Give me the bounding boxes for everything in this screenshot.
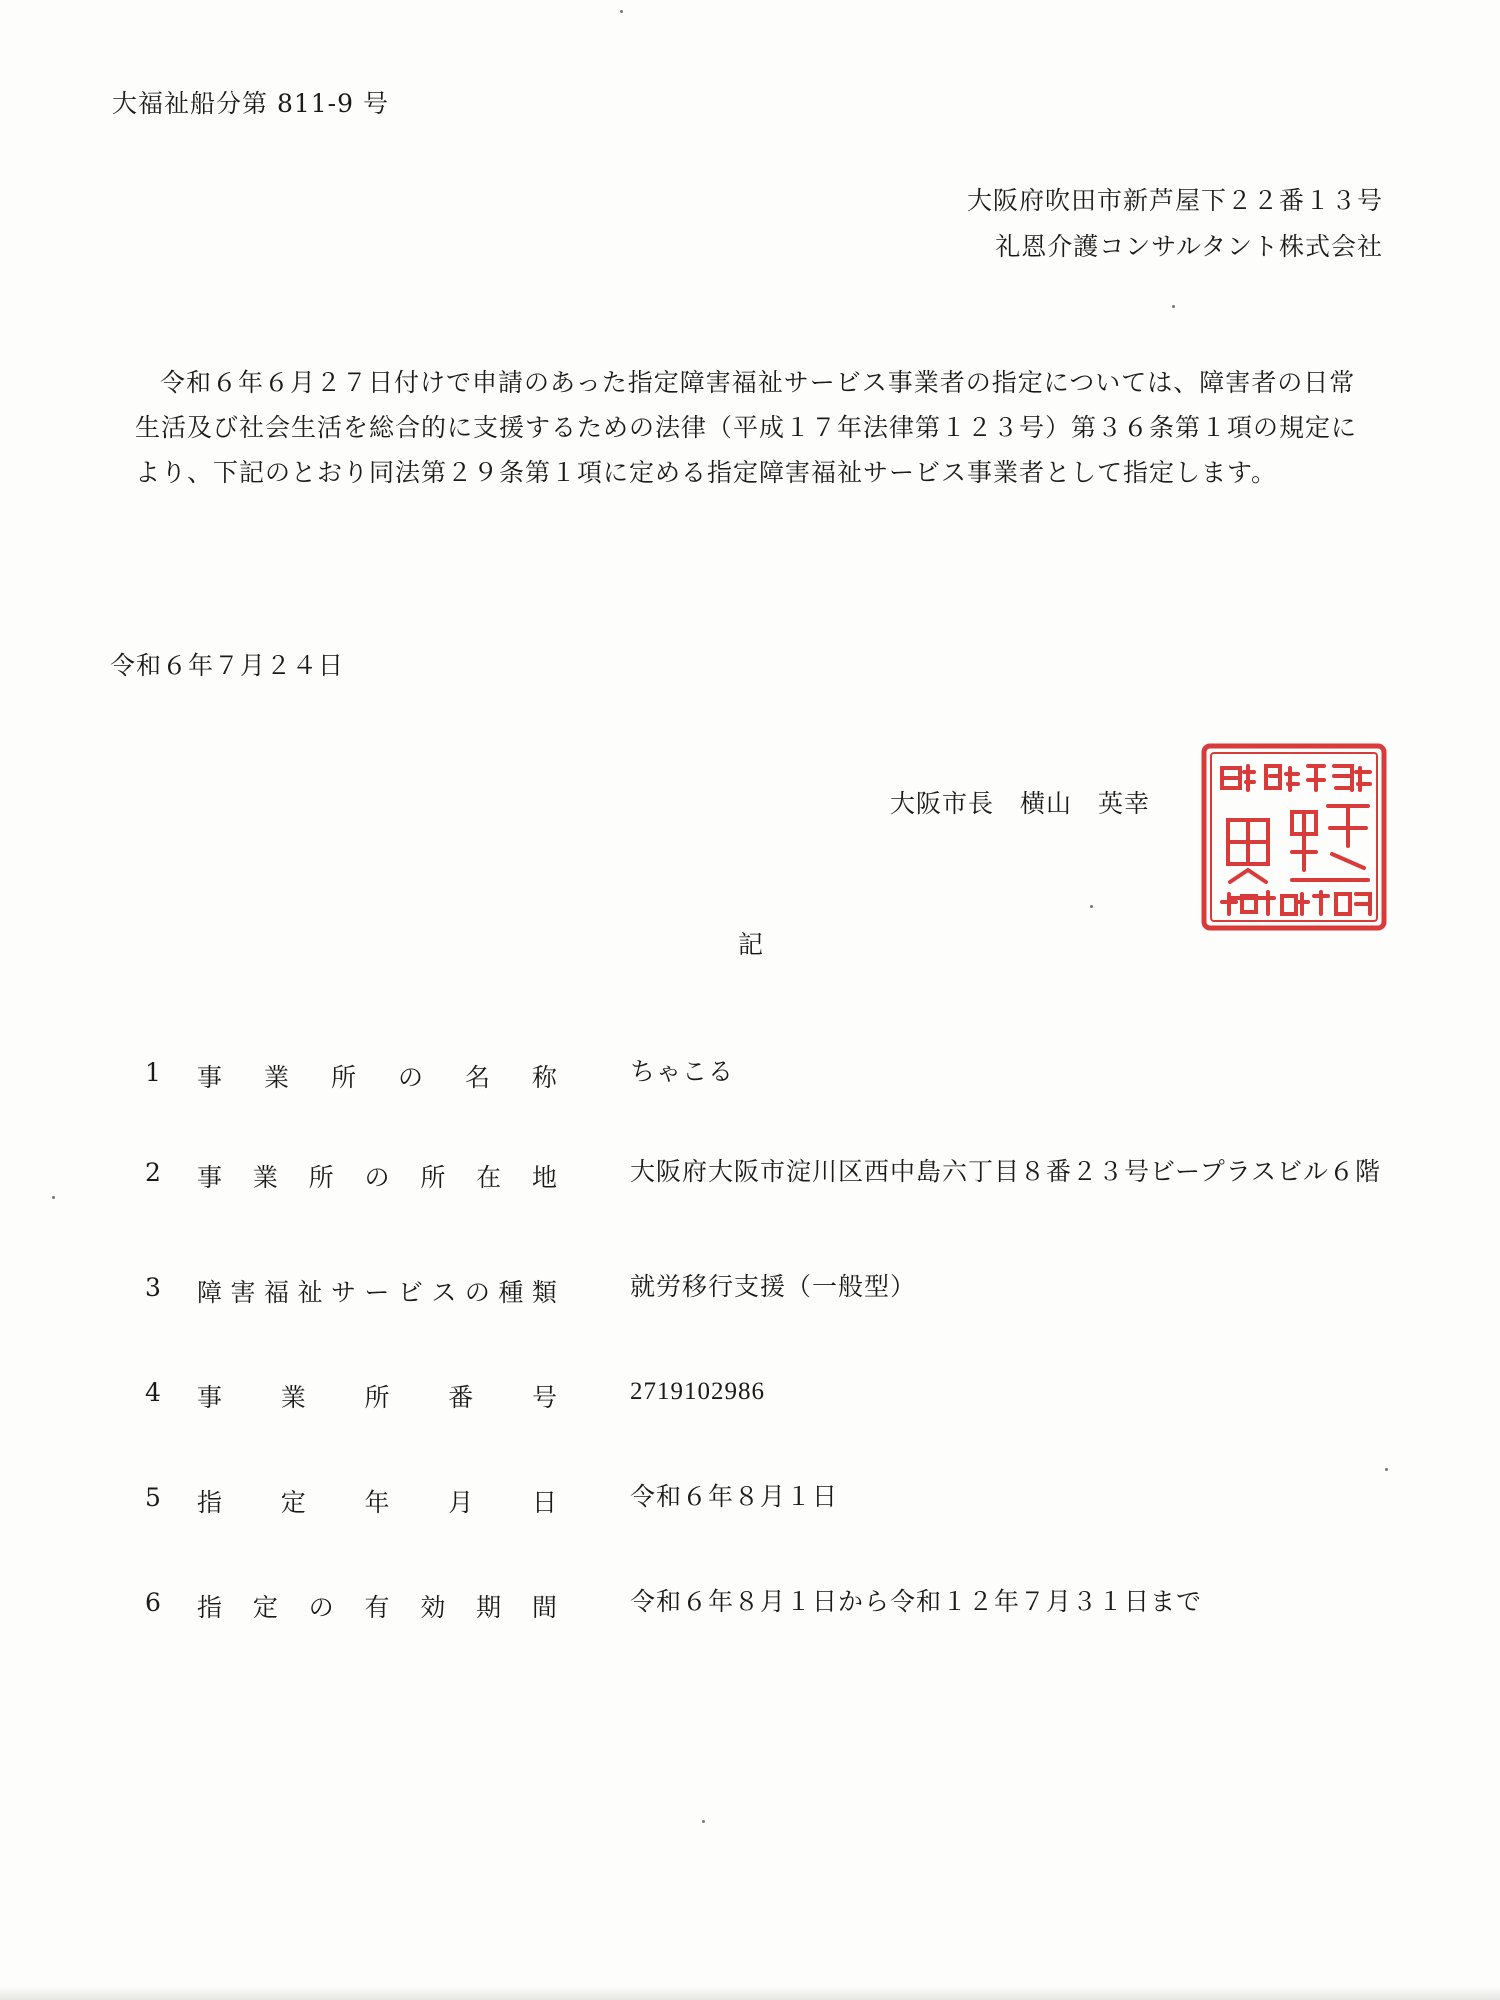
scan-speck bbox=[702, 1820, 705, 1823]
item-number: 1 bbox=[145, 1058, 161, 1087]
item-value: 就労移行支援（一般型） bbox=[630, 1272, 917, 1301]
item-number: 6 bbox=[145, 1588, 161, 1617]
item-value: 令和６年８月１日 bbox=[630, 1482, 839, 1511]
item-label: 事 業 所 の 名 称 bbox=[197, 1063, 557, 1092]
designation-paragraph: 令和６年６月２７日付けで申請のあった指定障害福祉サービス事業者の指定については、障害者の日常生活及び社会生活を総合的に支援するための法律（平成１７年法律第１２３号）第３６条第１項の規定により、下記のとおり同法第２９条第１項に定める指定障害福祉サービス事業者として指定します。 bbox=[135, 368, 1358, 487]
recipient-company: 礼恩介護コンサルタント株式会社 bbox=[995, 232, 1383, 261]
ki-heading: 記 bbox=[738, 930, 764, 959]
recipient-block bbox=[967, 178, 1383, 270]
signer-name: 大阪市長 横山 英幸 bbox=[890, 789, 1151, 818]
scan-speck bbox=[1090, 905, 1093, 908]
item-value: 令和６年８月１日から令和１２年７月３１日まで bbox=[630, 1587, 1203, 1616]
item-number: 4 bbox=[145, 1378, 161, 1407]
recipient-address: 大阪府吹田市新芦屋下２２番１３号 bbox=[966, 186, 1383, 215]
item-value: ちゃこる bbox=[630, 1057, 735, 1086]
scan-speck bbox=[620, 10, 623, 13]
item-value: 2719102986 bbox=[630, 1378, 765, 1405]
scan-speck bbox=[52, 1196, 55, 1199]
scan-speck bbox=[1385, 1468, 1388, 1471]
item-label: 障 害 福 祉 サ ー ビ ス の 種 類 bbox=[197, 1278, 557, 1307]
official-seal bbox=[1200, 742, 1388, 932]
document-number: 大福祉船分第 811-9 号 bbox=[112, 89, 389, 118]
item-label: 指 定 の 有 効 期 間 bbox=[197, 1593, 557, 1622]
scan-speck bbox=[1172, 305, 1175, 308]
paper-edge bbox=[0, 1986, 1500, 2000]
item-label: 事 業 所 番 号 bbox=[197, 1383, 557, 1412]
designation-body bbox=[135, 360, 1380, 495]
item-label: 事 業 所 の 所 在 地 bbox=[197, 1163, 557, 1192]
item-value: 大阪府大阪市淀川区西中島六丁目８番２３号ビープラスビル６階 bbox=[630, 1157, 1382, 1186]
item-number: 3 bbox=[145, 1273, 161, 1302]
item-number: 5 bbox=[145, 1483, 161, 1512]
issue-date: 令和６年７月２４日 bbox=[110, 651, 345, 680]
item-number: 2 bbox=[145, 1158, 161, 1187]
item-label: 指 定 年 月 日 bbox=[197, 1488, 557, 1517]
